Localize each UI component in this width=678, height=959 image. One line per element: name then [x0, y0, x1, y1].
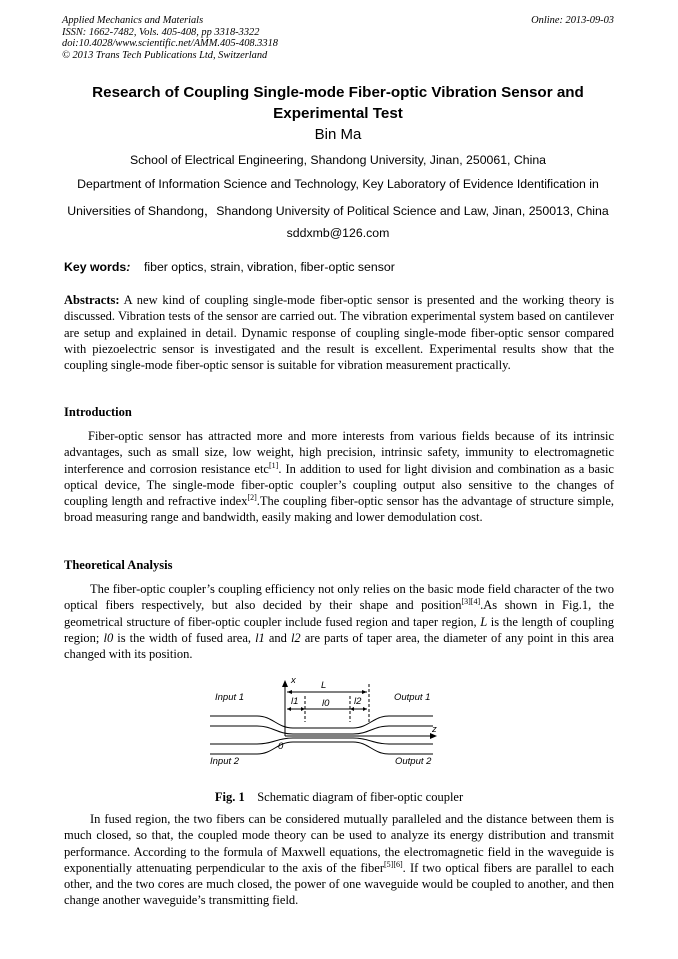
l1-arrow-right — [301, 707, 305, 711]
z-axis-label: z — [432, 724, 437, 735]
L-arrow-right — [362, 690, 367, 694]
output-2-label: Output 2 — [395, 756, 432, 767]
l2-arrow-right — [363, 707, 367, 711]
keywords-text: fiber optics, strain, vibration, fiber-optic sensor — [143, 260, 395, 274]
ref-1: [1] — [268, 460, 279, 470]
lower-fiber-top — [210, 738, 433, 744]
keywords-label: Key words — [64, 260, 127, 274]
fused-region-paragraph — [64, 811, 614, 909]
author-name: Bin Ma — [314, 126, 362, 143]
theory-text-b: .As shown in Fig.1, the geometrical structure of fiber-optic coupler include fused region and taper region, — [64, 598, 614, 629]
abstract-text: A new kind of coupling single-mode fiber-optic sensor is presented and the working theory is discussed. Vibration tests of the sensor are carried out. The vibration experimental system based on cantilever are setup and explained in detail. Dynamic response of coupling single-mode fiber-optic sensor compared with piezoelectric sensor is investigated and the result is excellent. Experimental results show that the coupling single-mode fiber-optic sensor is suitable for vibration measurement practically. — [64, 293, 615, 373]
abstract — [64, 292, 614, 373]
ref-3-4: [3][4] — [461, 597, 481, 607]
journal-name: Applied Mechanics and Materials — [62, 15, 204, 26]
title-line-1: Research of Coupling Single-mode Fiber-optic Vibration Sensor and — [92, 84, 584, 101]
paper-title — [62, 82, 614, 124]
title-line-2: Experimental Test — [273, 105, 403, 122]
x-arrow — [282, 680, 288, 687]
symbol-l2: l2 — [290, 630, 301, 645]
intro-heading: Introduction — [64, 405, 132, 419]
ref-5-6: [5][6] — [384, 859, 403, 869]
theory-paragraph — [64, 581, 614, 662]
input-2-label: Input 2 — [210, 756, 240, 767]
abstract-label: Abstracts: — [64, 293, 120, 307]
affiliation-2a: Department of Information Science and Technology, Key Laboratory of Evidence Identification in — [77, 177, 599, 191]
intro-text-2: . In addition to used for light division and combination as a basic optical device, The single-mode fiber-optic coupler’s coupling output also sensitive to the changes of coupling length and refractive index — [64, 461, 614, 509]
figure-caption-label: Fig. 1 — [214, 790, 245, 804]
l1-arrow-left — [287, 707, 291, 711]
l2-label: l2 — [354, 696, 362, 707]
input-1-label: Input 1 — [215, 692, 245, 703]
journal-header — [62, 15, 614, 61]
online-date: Online: 2013-09-03 — [531, 15, 614, 26]
symbol-l1: l1 — [255, 630, 265, 645]
l1-label: l1 — [291, 696, 299, 707]
fused-text-a: In fused region, the two fibers can be considered mutually paralleled and the distance between them is much closed, so that, the coupled mode theory can be used to analyze its energy distribution and transmit performance. According to the formula of Maxwell equations, the electromagnetic field in the waveguide is exponentially attenuating perpendicular to the axis of the fiber — [64, 812, 614, 875]
affiliation-1: School of Electrical Engineering, Shandong University, Jinan, 250061, China — [129, 153, 547, 167]
copyright-line: © 2013 Trans Tech Publications Ltd, Switzerland — [62, 49, 268, 61]
symbol-l0: l0 — [103, 630, 114, 645]
intro-paragraph — [64, 428, 614, 526]
author-email: sddxmb@126.com — [286, 226, 390, 240]
L-arrow-left — [287, 690, 292, 694]
x-axis-label: x — [291, 675, 296, 686]
theory-text-c: is the length of coupling region; — [64, 614, 614, 645]
doi-line: doi:10.4028/www.scientific.net/AMM.405-408.3318 — [62, 38, 278, 50]
figure-caption-text: Schematic diagram of fiber-optic coupler — [257, 790, 464, 804]
theory-text-a: The fiber-optic coupler’s coupling efficiency not only relies on the basic mode field character of the two optical fibers respectively, but also decided by their shape and position — [64, 582, 614, 613]
l2-arrow-left — [350, 707, 354, 711]
l0-label: l0 — [322, 698, 330, 709]
L-label: L — [321, 680, 327, 691]
intro-text-1: Fiber-optic sensor has attracted more and more interests from various fields because of its intrinsic advantages, such as small size, low weight, high precision, intrinsic safety, immunity to electromagnetic interference and corrosion resistance etc — [64, 429, 614, 476]
figure-caption — [64, 790, 614, 805]
theory-text-and: and — [264, 630, 291, 645]
keywords-line: Key words: fiber optics, strain, vibration, fiber-optic sensor — [64, 260, 395, 274]
ref-2: [2] — [247, 493, 257, 503]
fused-text-b: . If two optical fibers are parallel to each other, and the two cores are much closed, the power of one waveguide would be coupled to another, and then change another waveguide’s transmitting field. — [64, 860, 614, 908]
upper-fiber-bottom — [210, 726, 433, 734]
affiliation-2b: Universities of Shandong，Shandong University of Political Science and Law, Jinan, 250013, China — [67, 204, 609, 218]
theory-heading: Theoretical Analysis — [64, 558, 173, 572]
symbol-L: L — [480, 614, 488, 629]
issn-line: ISSN: 1662-7482, Vols. 405-408, pp 3318-3322 — [62, 26, 260, 38]
theory-text-d: is the width of fused area, — [113, 630, 256, 645]
intro-text-3: .The coupling fiber-optic sensor has the advantage of structure simple, broad measuring range and bandwidth, easily making and lower demodulation cost. — [64, 494, 614, 525]
origin-label: 0 — [278, 741, 284, 752]
output-1-label: Output 1 — [394, 692, 431, 703]
theory-text-e: are parts of taper area, the diameter of any point in this area changed with its position. — [64, 630, 614, 662]
fiber-coupler-diagram — [205, 672, 455, 782]
